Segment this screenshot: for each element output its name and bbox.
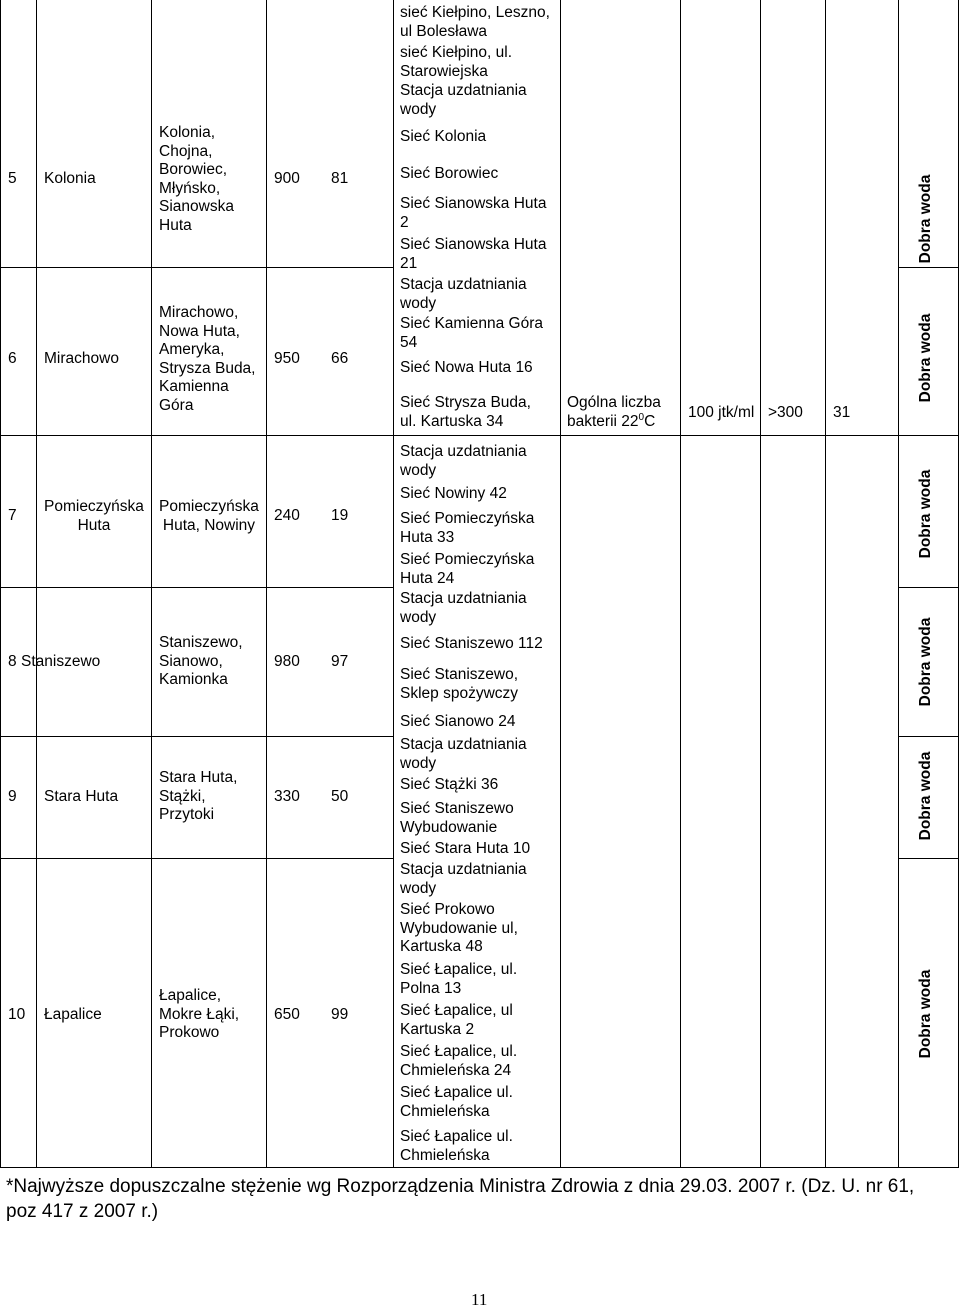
sampling-point: Sieć Nowa Huta 16 [400,359,533,376]
sampling-point: Stacja uzdatniania wody [400,736,527,772]
intake-name: Kolonia [44,170,96,187]
sampling-point: Sieć Sianowska Huta 21 [400,236,547,272]
intake-name: Stara Huta [44,788,119,805]
parameter-unit: 100 jtk/ml [688,404,755,421]
localities: Staniszewo, Sianowo, Kamionka [159,634,243,688]
row-number: 9 [8,788,17,805]
parameter-name: Ogólna liczba bakterii $22^0C$ [567,394,661,430]
sampling-point: Sieć Łapalice ul. Chmieleńska [400,1128,513,1164]
footnote: *Najwyższe dopuszczalne stężenie wg Rozporządzenia Ministra Zdrowia z dnia 29.03. 2007 r. (Dz. U. nr 61, poz 417 z 2007 r.) [6,1176,915,1222]
row-number: 8 [8,653,17,670]
sampling-point: Stacja uzdatniania wody [400,276,527,312]
value-a: 650 [274,1006,300,1023]
sampling-point: Sieć Pomieczyńska Huta 33 [400,510,535,546]
value-a: 330 [274,788,300,805]
sampling-point: Sieć Stążki 36 [400,776,499,793]
assessment-label: Dobra woda [917,313,934,403]
value-a: 950 [274,350,300,367]
intake-name: Łapalice [44,1006,102,1023]
intake-name: Pomieczyńska Huta [44,498,144,534]
row-number: 10 [8,1006,26,1023]
sampling-point: Sieć Kamienna Góra 54 [400,315,544,351]
page-number: 11 [471,1290,488,1309]
assessment-label: Dobra woda [917,969,934,1059]
sampling-point: Sieć Nowiny 42 [400,485,507,502]
intake-name: Staniszewo [21,653,101,670]
sampling-point: Sieć Staniszewo 112 [400,635,543,652]
localities: Stara Huta, Stążki, Przytoki [159,769,238,823]
localities: Kolonia, Chojna, Borowiec, Młyńsko, Sianowska Huta [159,124,234,234]
sampling-point: Sieć Sianowo 24 [400,713,516,730]
sampling-point: Sieć Staniszewo Wybudowanie [400,800,514,836]
sampling-point: Stacja uzdatniania wody [400,590,527,626]
localities: Pomieczyńska Huta, Nowiny [159,498,259,534]
sampling-point: Sieć Łapalice, ul. Polna 13 [400,961,518,997]
row-number: 6 [8,350,17,367]
parameter-limit: >300 [768,404,803,421]
assessment-label: Dobra woda [917,469,934,559]
localities: Łapalice, Mokre Łąki, Prokowo [159,987,240,1041]
sampling-point: Sieć Łapalice ul. Chmieleńska [400,1084,513,1120]
sampling-point: Stacja uzdatniania wody [400,861,527,897]
sampling-point: sieć Kiełpino, Leszno, ul Bolesława [400,4,550,40]
value-b: 97 [331,653,349,670]
value-a: 980 [274,653,300,670]
parameter-result: 31 [833,404,851,421]
sampling-point: Sieć Kolonia [400,128,487,145]
value-b: 50 [331,788,349,805]
assessment-label: Dobra woda [917,751,934,841]
sampling-point: Stacja uzdatniania wody [400,82,527,118]
value-a: 240 [274,507,300,524]
value-b: 19 [331,507,349,524]
value-b: 66 [331,350,349,367]
sampling-point: sieć Kiełpino, ul. Starowiejska [400,44,513,80]
value-b: 99 [331,1006,349,1023]
sampling-point: Sieć Borowiec [400,165,499,182]
sampling-point: Sieć Pomieczyńska Huta 24 [400,551,535,587]
row-number: 5 [8,170,17,187]
sampling-point: Stacja uzdatniania wody [400,443,527,479]
sampling-point: Sieć Stara Huta 10 [400,840,531,857]
value-b: 81 [331,170,349,187]
assessment-label: Dobra woda [917,617,934,707]
sampling-point: Sieć Staniszewo, Sklep spożywczy [400,666,519,702]
value-a: 900 [274,170,300,187]
assessment-label: Dobra woda [917,174,934,264]
intake-name: Mirachowo [44,350,119,367]
sampling-point: Sieć Łapalice, ul. Chmieleńska 24 [400,1043,518,1079]
localities: Mirachowo, Nowa Huta, Ameryka, Strysza Buda, Kamienna Góra [159,304,256,414]
sampling-point: Sieć Strysza Buda, ul. Kartuska 34 [400,394,531,430]
sampling-point: Sieć Łapalice, ul Kartuska 2 [400,1002,513,1038]
sampling-point: Sieć Sianowska Huta 2 [400,195,547,231]
sampling-point: Sieć Prokowo Wybudowanie ul, Kartuska 48 [400,901,518,955]
row-number: 7 [8,507,17,524]
